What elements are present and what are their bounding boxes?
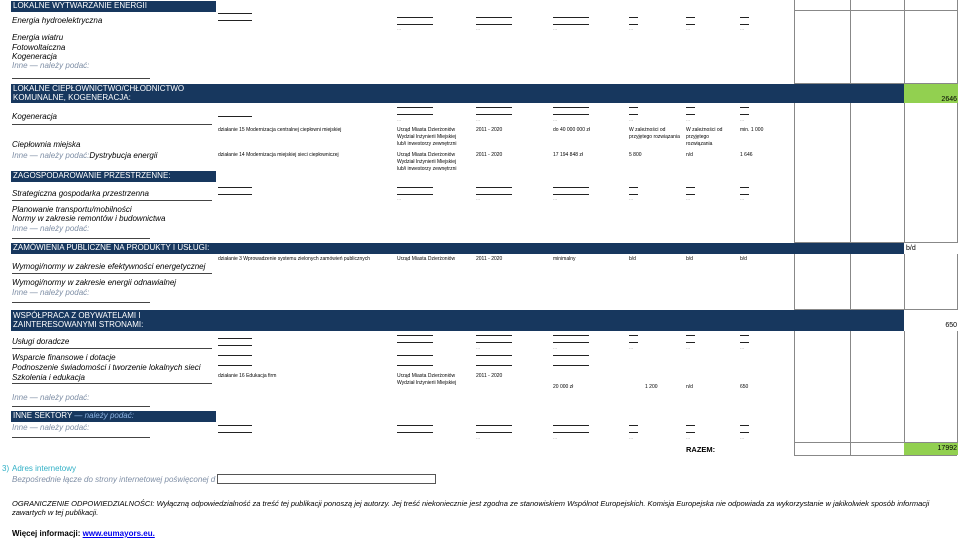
section-header-title: INNE SEKTORY [13, 411, 73, 420]
action-15: działanie 15 Modernizacja centralnej ciepłowni miejskiej [218, 127, 342, 133]
input-underline[interactable] [12, 273, 212, 274]
input-line[interactable] [218, 338, 252, 339]
grid-line [794, 455, 957, 456]
org-14-2: Wydział Inżynierii Miejskiej [397, 159, 457, 165]
input-line[interactable] [397, 194, 433, 195]
placeholder: ... [740, 26, 745, 32]
label-wymogi-odnawial: Wymogi/normy w zakresie energii odnawialnej [12, 278, 177, 287]
placeholder: ... [553, 26, 558, 32]
input-line[interactable] [629, 432, 638, 433]
period-3: 2011 - 2020 [476, 256, 503, 262]
org-16-2: Wydział Inżynierii Miejskiej [397, 380, 457, 386]
action-14: działanie 14 Modernizacja miejskiej sieci ciepłowniczej [218, 152, 339, 158]
placeholder: ... [553, 435, 558, 441]
input-underline[interactable] [12, 124, 212, 125]
input-line[interactable] [553, 107, 589, 108]
prod-16: n/d [686, 384, 693, 390]
org-16-1: Urząd Miasta Dzierżoniów [397, 373, 456, 379]
input-line[interactable] [397, 107, 433, 108]
placeholder: ... [740, 345, 745, 351]
org-15-2: Wydział Inżynierii Miejskiej [397, 134, 457, 140]
input-line[interactable] [397, 342, 433, 343]
input-line[interactable] [397, 335, 433, 336]
placeholder: ... [686, 196, 691, 202]
grid-line [794, 0, 795, 455]
label-wsparcie: Wsparcie finansowe i dotacje [12, 353, 116, 362]
input-line[interactable] [397, 432, 433, 433]
input-line[interactable] [686, 425, 695, 426]
input-line[interactable] [686, 335, 695, 336]
input-line[interactable] [553, 335, 589, 336]
co2-16: 650 [740, 384, 749, 390]
placeholder: ... [740, 196, 745, 202]
prod-15-3: rozwiązania [686, 141, 713, 147]
input-line[interactable] [686, 194, 695, 195]
label-normy-remonty: Normy w zakresie remontów i budownictwa [12, 214, 166, 223]
org-14-1: Urząd Miasta Dzierżoniów [397, 152, 456, 158]
input-line[interactable] [476, 342, 512, 343]
placeholder: ... [397, 196, 402, 202]
input-line[interactable] [740, 432, 749, 433]
input-line[interactable] [218, 432, 252, 433]
disclaimer: OGRANICZENIE ODPOWIEDZIALNOŚCI: Wyłączną odpowiedzialność za treść tej publikacji ponoszą jej autorzy. Jej treść niekoniecznie jest zgodna ze stanowiskiem Wspólnot Europejskich. Komisja Europejska nie odpowiada za wykorzystanie w jakikolwiek sposób informacji zawartych w tej publikacji. [12, 499, 930, 517]
save-3: b/d [629, 256, 636, 262]
label-cieplownia: Ciepłownia miejska [12, 140, 81, 149]
input-line[interactable] [218, 365, 252, 366]
input-line[interactable] [476, 425, 512, 426]
input-line[interactable] [629, 194, 638, 195]
org-3-1: Urząd Miasta Dzierżoniów [397, 256, 456, 262]
input-underline[interactable] [12, 78, 150, 79]
placeholder: ... [553, 196, 558, 202]
placeholder: ... [553, 117, 558, 123]
grid-line [904, 0, 905, 455]
co2-15: min. 1 000 [740, 127, 764, 133]
label-inne-dystrybucja [12, 151, 157, 160]
input-line[interactable] [553, 355, 589, 356]
input-line[interactable] [218, 187, 252, 188]
input-line[interactable] [476, 365, 512, 366]
input-line[interactable] [476, 114, 512, 115]
input-underline[interactable] [12, 200, 212, 201]
input-line[interactable] [553, 432, 589, 433]
label-wymogi-efekt: Wymogi/normy w zakresie efektywności energetycznej [12, 262, 206, 271]
input-line[interactable] [629, 342, 638, 343]
section-header-cieplownictwo [11, 84, 958, 103]
input-line[interactable] [218, 13, 252, 14]
input-line[interactable] [553, 342, 589, 343]
input-line[interactable] [686, 432, 695, 433]
save-15-1: W zależności od [629, 127, 666, 133]
section-header-line1: LOKALNE CIEPŁOWNICTWO/CHŁODNICTWO [13, 84, 185, 93]
save-16: 1 200 [645, 384, 658, 390]
label-dystrybucja: Dystrybucja energii [89, 151, 158, 160]
placeholder: ... [629, 196, 634, 202]
input-line[interactable] [553, 194, 589, 195]
razem-label: RAZEM: [686, 445, 716, 454]
section-number: 3) [2, 464, 10, 473]
input-line[interactable] [629, 114, 638, 115]
input-line[interactable] [686, 187, 695, 188]
section-header-line1: WSPÓŁPRACA Z OBYWATELAMI I [13, 311, 141, 320]
period-16: 2011 - 2020 [476, 373, 503, 379]
input-line[interactable] [476, 24, 512, 25]
input-line[interactable] [740, 114, 749, 115]
more-info-label: Więcej informacji: [12, 529, 83, 538]
input-line[interactable] [218, 425, 252, 426]
section-header-zagospodarowanie: ZAGOSPODAROWANIE PRZESTRZENNE: [11, 171, 216, 182]
adres-desc: Bezpośrednie łącze do strony internetowej poświęconej d [12, 475, 216, 484]
input-line[interactable] [476, 107, 512, 108]
label-energia-hydro: Energia hydroelektryczna [12, 16, 103, 25]
input-line[interactable] [397, 355, 433, 356]
save-14: 5 800 [629, 152, 642, 158]
total-kogeneracja: 2646 [941, 96, 957, 103]
input-line[interactable] [629, 17, 638, 18]
input-line[interactable] [740, 425, 749, 426]
input-line[interactable] [397, 24, 433, 25]
input-line[interactable] [629, 335, 638, 336]
razem-value: 17992 [937, 445, 957, 452]
section-header-zamowienia: ZAMÓWIENIA PUBLICZNE NA PRODUKTY I USŁUGI: [11, 243, 958, 254]
placeholder: ... [629, 345, 634, 351]
section-header-line2: ZAINTERESOWANYMI STRONAMI: [13, 320, 144, 329]
placeholder: ... [686, 26, 691, 32]
input-line[interactable] [218, 20, 252, 21]
input-line[interactable] [476, 187, 512, 188]
period-14: 2011 - 2020 [476, 152, 503, 158]
input-underline[interactable] [12, 383, 212, 384]
input-line[interactable] [686, 24, 695, 25]
input-line[interactable] [740, 335, 749, 336]
input-line[interactable] [476, 194, 512, 195]
grid-line [957, 0, 958, 455]
input-line[interactable] [553, 114, 589, 115]
label-inne-prefix: Inne — należy podać: [12, 151, 90, 160]
placeholder: ... [397, 26, 402, 32]
co2-3: b/d [740, 256, 747, 262]
input-line[interactable] [740, 194, 749, 195]
input-line[interactable] [218, 345, 252, 346]
more-info [12, 529, 155, 539]
section-header-inne-sektory [11, 411, 216, 422]
placeholder: ... [740, 435, 745, 441]
total-zamowienia: b/d [906, 245, 916, 252]
input-line[interactable] [476, 335, 512, 336]
placeholder: ... [476, 196, 481, 202]
input-line[interactable] [629, 107, 638, 108]
input-line[interactable] [686, 107, 695, 108]
input-line[interactable] [553, 187, 589, 188]
org-15-3: lub/i inwestorzy zewnętrzni [397, 141, 457, 147]
save-15-2: przyjętego rozwiązania [629, 134, 680, 140]
input-line[interactable] [740, 107, 749, 108]
input-underline[interactable] [12, 406, 150, 407]
org-15-1: Urząd Miasta Dzierżoniów [397, 127, 456, 133]
label-inne: Inne — należy podać: [12, 423, 90, 432]
label-energia-wiatru: Energia wiatru [12, 33, 64, 42]
prod-15-2: przyjętego [686, 134, 710, 140]
input-line[interactable] [397, 365, 433, 366]
input-line[interactable] [686, 342, 695, 343]
input-underline[interactable] [12, 238, 150, 239]
section-header-wspolpraca [11, 310, 958, 331]
action-16: działanie 16 Edukacja firm [218, 373, 277, 379]
input-line[interactable] [397, 114, 433, 115]
input-line[interactable] [740, 24, 749, 25]
action-3: działanie 3 Wprowadzenie systemu zielonych zamówień publicznych [218, 256, 371, 262]
input-underline[interactable] [12, 348, 212, 349]
section-header-lokalne-wytwarzanie: LOKALNE WYTWARZANIE ENERGII [11, 1, 216, 12]
period-15: 2011 - 2020 [476, 127, 503, 133]
placeholder: ... [553, 345, 558, 351]
input-line[interactable] [629, 24, 638, 25]
input-line[interactable] [686, 114, 695, 115]
placeholder: ... [476, 345, 481, 351]
placeholder: ... [686, 117, 691, 123]
section-header-suffix: — należy podać: [74, 411, 134, 420]
cost-16: 20 000 zł [553, 384, 574, 390]
input-line[interactable] [476, 17, 512, 18]
label-fotowoltaika: Fotowoltaiczna [12, 43, 66, 52]
input-line[interactable] [740, 17, 749, 18]
label-strategiczna: Strategiczna gospodarka przestrzenna [12, 189, 149, 198]
placeholder: ... [397, 117, 402, 123]
placeholder: ... [686, 345, 691, 351]
input-line[interactable] [740, 342, 749, 343]
input-line[interactable] [553, 24, 589, 25]
input-line[interactable] [686, 17, 695, 18]
input-line[interactable] [476, 355, 512, 356]
grid-line [794, 10, 957, 11]
placeholder: ... [740, 117, 745, 123]
grid-line [850, 0, 851, 455]
input-line[interactable] [397, 187, 433, 188]
label-inne: Inne — należy podać: [12, 224, 90, 233]
label-inne: Inne — należy podać: [12, 393, 90, 402]
url-input[interactable] [217, 474, 436, 484]
cost-3: minimalny [553, 256, 576, 262]
placeholder: ... [629, 435, 634, 441]
co2-14: 1 646 [740, 152, 753, 158]
input-line[interactable] [553, 425, 589, 426]
input-line[interactable] [397, 425, 433, 426]
placeholder: ... [476, 435, 481, 441]
cost-14: 17 194 848 zł [553, 152, 584, 158]
more-info-link[interactable]: www.eumayors.eu. [82, 529, 155, 538]
placeholder: ... [629, 26, 634, 32]
label-planowanie: Planowanie transportu/mobilności [12, 205, 132, 214]
label-podnoszenie: Podnoszenie świadomości i tworzenie lokalnych sieci [12, 363, 201, 372]
label-inne: Inne — należy podać: [12, 288, 90, 297]
label-szkolenia: Szkolenia i edukacja [12, 373, 85, 382]
prod-15-1: W zależności od [686, 127, 723, 133]
cost-15: do 40 000 000 zł [553, 127, 590, 133]
input-underline[interactable] [12, 302, 150, 303]
input-line[interactable] [218, 116, 252, 117]
input-line[interactable] [740, 187, 749, 188]
placeholder: ... [629, 117, 634, 123]
section-header-line2: KOMUNALNE, KOGENERACJA: [13, 93, 131, 102]
org-14-3: lub/i inwestorzy zewnętrzni [397, 166, 457, 172]
input-line[interactable] [553, 365, 589, 366]
prod-3: b/d [686, 256, 693, 262]
label-inne: Inne — należy podać: [12, 61, 90, 70]
input-line[interactable] [476, 432, 512, 433]
input-line[interactable] [629, 187, 638, 188]
input-line[interactable] [218, 194, 252, 195]
placeholder: ... [686, 435, 691, 441]
label-uslugi: Usługi doradcze [12, 337, 70, 346]
label-kogeneracja: Kogeneracja [12, 52, 57, 61]
input-line[interactable] [397, 17, 433, 18]
input-line[interactable] [629, 425, 638, 426]
label-kogeneracja-2: Kogeneracja [12, 112, 57, 121]
total-wspolpraca: 650 [945, 322, 957, 329]
adres-title: Adres internetowy [12, 464, 77, 473]
input-underline[interactable] [12, 437, 150, 438]
placeholder: ... [476, 26, 481, 32]
input-line[interactable] [218, 355, 252, 356]
placeholder: ... [476, 117, 481, 123]
prod-14: n/d [686, 152, 693, 158]
input-line[interactable] [553, 17, 589, 18]
